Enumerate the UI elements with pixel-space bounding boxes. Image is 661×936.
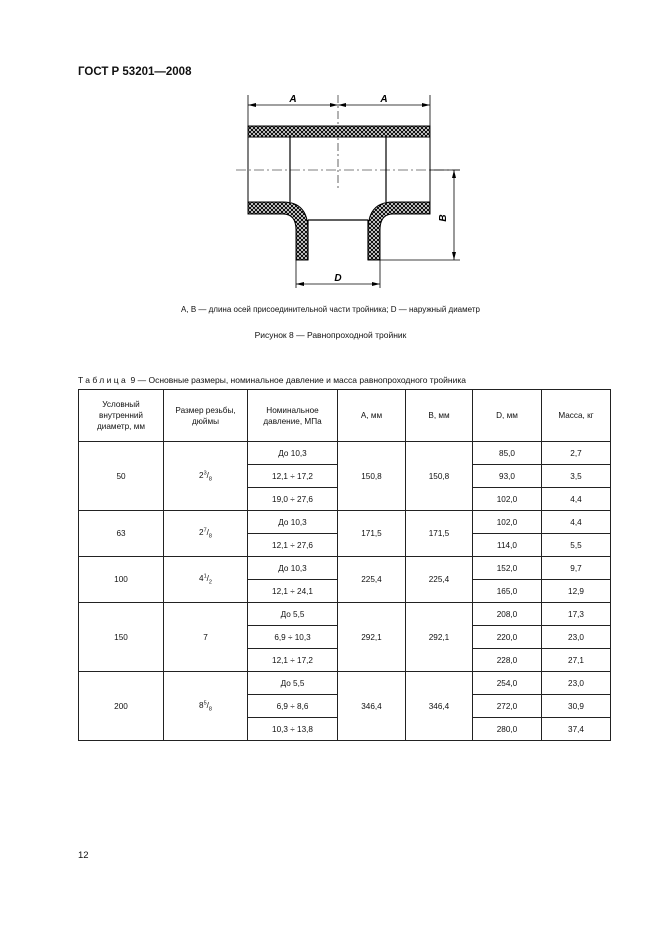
header-pressure-line2: давление, МПа <box>263 416 322 426</box>
thread-numerator: 1 <box>203 573 207 580</box>
thread-whole: 4 <box>199 574 204 584</box>
table-row <box>79 442 611 465</box>
table-header-row <box>79 390 611 442</box>
cell-d: 152,0 <box>473 557 542 580</box>
cell-mass: 27,1 <box>542 649 611 672</box>
cell-dn: 200 <box>79 672 164 741</box>
table-row <box>79 557 611 580</box>
thread-denominator: 8 <box>208 476 212 483</box>
thread-denominator: 8 <box>208 533 212 540</box>
header-thread-line1: Размер резьбы, <box>175 405 236 415</box>
thread-size <box>199 573 212 586</box>
thread-size <box>203 633 208 642</box>
cell-thread <box>164 511 248 557</box>
document-header: ГОСТ Р 53201—2008 <box>78 66 192 78</box>
cell-d: 220,0 <box>473 626 542 649</box>
cell-mass: 4,4 <box>542 511 611 534</box>
header-dn-line2: внутренний <box>98 411 143 420</box>
thread-denominator: 2 <box>208 579 212 586</box>
cell-pressure: 12,1 ÷ 27,6 <box>248 534 338 557</box>
cell-a: 225,4 <box>338 557 406 603</box>
thread-whole: 7 <box>203 632 208 642</box>
cell-pressure: 19,0 ÷ 27,6 <box>248 488 338 511</box>
header-d: D, мм <box>473 390 542 442</box>
cell-d: 85,0 <box>473 442 542 465</box>
header-a: A, мм <box>338 390 406 442</box>
header-b: B, мм <box>406 390 473 442</box>
table-body <box>79 442 611 741</box>
header-dn-line1: Условный <box>102 400 140 409</box>
thread-numerator: 7 <box>203 527 207 534</box>
cell-d: 165,0 <box>473 580 542 603</box>
dim-b-label: B <box>438 214 449 222</box>
cell-dn: 63 <box>79 511 164 557</box>
thread-whole: 2 <box>199 528 204 538</box>
table-row <box>79 511 611 534</box>
cell-pressure: До 5,5 <box>248 603 338 626</box>
cell-d: 114,0 <box>473 534 542 557</box>
cell-d: 208,0 <box>473 603 542 626</box>
table-row <box>79 603 611 626</box>
cell-mass: 5,5 <box>542 534 611 557</box>
header-dn <box>79 390 164 442</box>
thread-size <box>199 699 212 713</box>
cell-mass: 4,4 <box>542 488 611 511</box>
figure-legend: A, B — длина осей присоединительной части тройника; D — наружный диаметр <box>181 305 480 314</box>
cell-b: 292,1 <box>406 603 473 672</box>
thread-slash: / <box>206 574 209 584</box>
page-number: 12 <box>78 850 89 861</box>
header-pressure-line1: Номинальное <box>266 405 319 415</box>
cell-a: 171,5 <box>338 511 406 557</box>
header-dn-line3: диаметр, мм <box>97 422 145 431</box>
cell-mass: 2,7 <box>542 442 611 465</box>
cell-d: 254,0 <box>473 672 542 695</box>
cell-d: 102,0 <box>473 488 542 511</box>
cell-pressure: 12,1 ÷ 17,2 <box>248 649 338 672</box>
thread-denominator: 8 <box>208 706 212 713</box>
thread-size <box>199 469 212 483</box>
cell-mass: 23,0 <box>542 626 611 649</box>
header-mass: Масса, кг <box>542 390 611 442</box>
cell-d: 228,0 <box>473 649 542 672</box>
cell-thread <box>164 672 248 741</box>
cell-pressure: 12,1 ÷ 24,1 <box>248 580 338 603</box>
cell-mass: 12,9 <box>542 580 611 603</box>
thread-slash: / <box>206 700 209 710</box>
cell-pressure: 6,9 ÷ 10,3 <box>248 626 338 649</box>
cell-d: 280,0 <box>473 718 542 741</box>
cell-mass: 37,4 <box>542 718 611 741</box>
cell-dn: 100 <box>79 557 164 603</box>
cell-pressure: До 10,3 <box>248 557 338 580</box>
cell-a: 346,4 <box>338 672 406 741</box>
header-thread-line2: дюймы <box>191 416 219 426</box>
cell-thread <box>164 603 248 672</box>
cell-mass: 3,5 <box>542 465 611 488</box>
table-row <box>79 672 611 695</box>
cell-pressure: 12,1 ÷ 17,2 <box>248 465 338 488</box>
thread-numerator: 5 <box>203 699 207 706</box>
table-caption-text: 9 — Основные размеры, номинальное давление и масса равнопроходного тройника <box>130 375 466 385</box>
cell-b: 225,4 <box>406 557 473 603</box>
cell-dn: 150 <box>79 603 164 672</box>
tee-drawing <box>228 90 468 290</box>
table-caption <box>78 375 466 385</box>
dim-a-left-label: A <box>289 94 297 105</box>
thread-slash: / <box>206 470 209 480</box>
cell-a: 292,1 <box>338 603 406 672</box>
cell-mass: 9,7 <box>542 557 611 580</box>
cell-pressure: 6,9 ÷ 8,6 <box>248 695 338 718</box>
cell-pressure: До 10,3 <box>248 442 338 465</box>
thread-numerator: 3 <box>203 469 207 476</box>
cell-b: 171,5 <box>406 511 473 557</box>
header-pressure <box>248 390 338 442</box>
cell-a: 150,8 <box>338 442 406 511</box>
cell-b: 346,4 <box>406 672 473 741</box>
cell-d: 102,0 <box>473 511 542 534</box>
cell-mass: 23,0 <box>542 672 611 695</box>
table-caption-word: Таблица <box>78 375 129 385</box>
thread-whole: 2 <box>199 470 204 480</box>
thread-slash: / <box>206 528 209 538</box>
cell-mass: 30,9 <box>542 695 611 718</box>
figure-caption: Рисунок 8 — Равнопроходной тройник <box>254 330 407 340</box>
cell-pressure: 10,3 ÷ 13,8 <box>248 718 338 741</box>
dim-a-right-label: A <box>380 94 388 105</box>
cell-d: 272,0 <box>473 695 542 718</box>
cell-d: 93,0 <box>473 465 542 488</box>
dimensions-table <box>78 389 611 741</box>
cell-pressure: До 5,5 <box>248 672 338 695</box>
dim-d-label: D <box>334 273 342 284</box>
cell-thread <box>164 442 248 511</box>
cell-mass: 17,3 <box>542 603 611 626</box>
cell-thread <box>164 557 248 603</box>
cell-b: 150,8 <box>406 442 473 511</box>
header-thread <box>164 390 248 442</box>
cell-pressure: До 10,3 <box>248 511 338 534</box>
thread-size <box>199 527 212 540</box>
cell-dn: 50 <box>79 442 164 511</box>
thread-whole: 8 <box>199 700 204 710</box>
